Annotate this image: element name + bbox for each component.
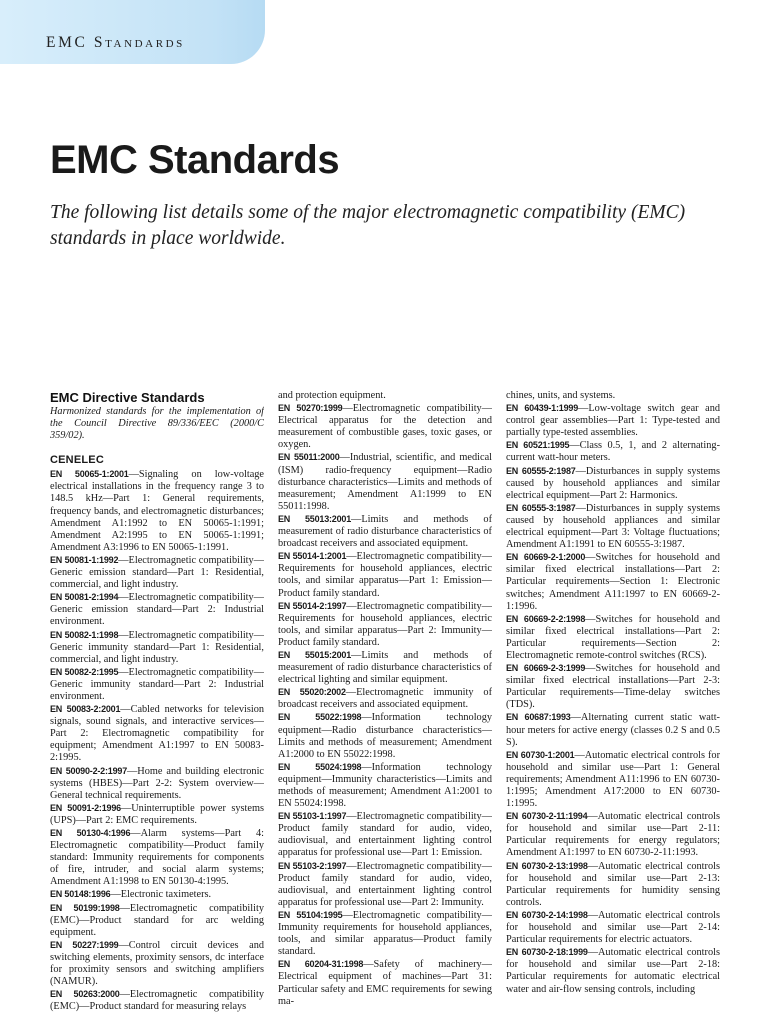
- standard-description: —Electromagnetic compatibility—Generic emission standard—Part 1: Residential, commercial, and light industry.: [50, 554, 264, 591]
- standard-entry: [50, 802, 264, 827]
- standard-description: —Control circuit devices and switching elements, proximity sensors, dc interface for proximity sensors and switching amplifiers (NAMUR).: [50, 939, 264, 988]
- standard-entry: [50, 468, 264, 554]
- standard-entry: [50, 988, 264, 1013]
- intro-paragraph: The following list details some of the major electromagnetic compatibility (EMC) standards in place worldwide.: [50, 202, 686, 249]
- standard-description: —Electromagnetic compatibility—Product family standard for audio, video, audiovisual, and entertainment lighting control apparatus for professional use—Part 1: Emission.: [278, 811, 492, 859]
- standard-code: EN 50130-4:1996: [50, 828, 131, 838]
- standard-description: —Limits and methods of measurement of radio disturbance characteristics of broadcast receivers and associated equipment.: [278, 513, 492, 550]
- standard-code: EN 50090-2-2:1997: [50, 765, 127, 776]
- standard-entry: [278, 402, 492, 451]
- standard-entry: [50, 765, 264, 802]
- standard-entry: [506, 465, 720, 502]
- standard-entry: [506, 909, 720, 946]
- standard-entry: [278, 761, 492, 810]
- standard-description: —Electromagnetic compatibility—Electrical apparatus for the detection and measurement of combustible gases, toxic gases, or oxygen.: [278, 403, 492, 451]
- standard-description: —Automatic electrical controls for household and similar use—Part 2-11: Particular requirements for energy regulators; Amendment A1:1997 to EN 60730-2-11:1993.: [506, 811, 720, 859]
- standard-code: EN 50081-1:1992: [50, 554, 119, 565]
- standard-entry: [50, 703, 264, 764]
- standard-entry: [278, 958, 492, 1007]
- standard-entry: [506, 749, 720, 810]
- standard-code: EN 50082-2:1995: [50, 666, 119, 677]
- standard-entry: [506, 860, 720, 909]
- standard-entry: [50, 939, 264, 988]
- standard-code: EN 50270:1999: [278, 403, 343, 414]
- standard-code: EN 60730-1:2001: [506, 749, 575, 760]
- running-header: EMC Standards: [46, 34, 185, 51]
- column-1: [50, 390, 264, 1022]
- standard-code: EN 55020:2002: [278, 687, 346, 698]
- standard-code: EN 60555-2:1987: [506, 465, 576, 476]
- standard-code: EN 50091-2:1996: [50, 802, 121, 813]
- standard-code: EN 60669-2-3:1999: [506, 663, 586, 674]
- standard-description: —Disturbances in supply systems caused by household appliances and similar electrical equipment—Part 3: Voltage fluctuations; Amendment A1:1991 to EN 60555-3:1987.: [506, 502, 720, 551]
- standard-entry: [506, 402, 720, 439]
- standard-code: EN 50227:1999: [50, 939, 119, 950]
- standard-description: —Switches for household and similar fixed electrical installations—Part 2: Particular requirements—Section 1: Electronic switches; Amendment A11:1997 to EN 60669-2-1:1996.: [506, 552, 720, 612]
- standard-description: —Electromagnetic compatibility—Generic immunity standard—Part 2: Industrial environment.: [50, 666, 264, 702]
- standard-description: —Disturbances in supply systems caused by household appliances and similar electrical equipment—Part 2: Harmonics.: [506, 465, 720, 501]
- standard-entry: [278, 649, 492, 686]
- standard-code: EN 55103-2:1997: [278, 860, 347, 871]
- standard-code: EN 50263:2000: [50, 989, 120, 1000]
- entry-list: [50, 468, 264, 1013]
- standard-entry: [278, 451, 492, 512]
- standard-description: —Automatic electrical controls for household and similar use—Part 1: General requirements; Amendment A11:1996 to EN 60730-1:1995; Amendment A17:2000 to EN 60730-1:1995.: [506, 749, 720, 810]
- standard-entry: [50, 902, 264, 939]
- standard-code: EN 60730-2-13:1998: [506, 860, 588, 871]
- standard-entry: [50, 888, 264, 901]
- standard-description: —Automatic electrical controls for household and similar use—Part 2-13: Particular requirements for humidity sensing controls.: [506, 860, 720, 908]
- standard-entry: [278, 860, 492, 909]
- standard-description: —Industrial, scientific, and medical (ISM) radio-frequency equipment—Radio disturbance characteristics—Limits and methods of measurement; Amendment A1:1999 to EN 55011:1998.: [278, 452, 492, 512]
- standard-code: EN 60730-2-18:1999: [506, 947, 588, 958]
- standard-entry: [278, 390, 492, 402]
- standard-entry: [506, 551, 720, 612]
- section-note: Harmonized standards for the implementation of the Council Directive 89/336/EEC (2000/C 359/02).: [50, 406, 264, 442]
- column-3: [506, 390, 720, 1022]
- standard-description: —Electromagnetic compatibility—Requirements for household appliances, electric tools, and similar apparatus—Part 2: Immunity—Product family standard.: [278, 600, 492, 648]
- standard-description: —Information technology equipment—Radio disturbance characteristics—Limits and methods of measurement; Amendment A1:2000 to EN 55022:1998.: [278, 712, 492, 760]
- standard-code: EN 60730-2-11:1994: [506, 811, 588, 822]
- standard-description: —Electromagnetic compatibility—Generic immunity standard—Part 1: Residential, commercial, and light industry.: [50, 629, 264, 665]
- standard-entry: [506, 613, 720, 662]
- standard-description: —Electromagnetic compatibility—Product family standard for audio, video, audiovisual, and entertainment lighting control apparatus for professional use—Part 2: Immunity.: [278, 860, 492, 908]
- standard-description: —Electromagnetic compatibility (EMC)—Product standard for measuring relays: [50, 989, 264, 1013]
- standard-entry: [506, 810, 720, 859]
- standard-code: EN 60521:1995: [506, 440, 570, 451]
- standard-code: EN 50081-2:1994: [50, 592, 119, 603]
- standard-description: —Signaling on low-voltage electrical installations in the frequency range 3 to 148.5 kHz—Part 1: General requirements, frequency bands, and electromagnetic disturbances; Amendment A1:1992 to EN 50065-1:1991; Amendment A2:1995 to EN 50065-1:1991; Amendment A3:1996 to EN 50065-1:1991.: [50, 469, 264, 553]
- standard-entry: [50, 666, 264, 703]
- standard-code: EN 60669-2-2:1998: [506, 613, 586, 624]
- page-title: EMC Standards: [50, 138, 340, 182]
- standard-description: —Electromagnetic compatibility (EMC)—Product standard for arc welding equipment.: [50, 902, 264, 938]
- standard-entry: [278, 909, 492, 958]
- standard-entry: [506, 711, 720, 748]
- standard-code: EN 50082-1:1998: [50, 629, 119, 640]
- standard-code: EN 60730-2-14:1998: [506, 909, 588, 920]
- section-heading: EMC Directive Standards: [50, 390, 205, 405]
- standard-entry: [506, 502, 720, 551]
- standard-code: EN 55104:1995: [278, 909, 343, 920]
- standard-code: EN 55024:1998: [278, 761, 362, 772]
- standard-description: —Switches for household and similar fixed electrical installations—Part 2-3: Particular requirements—Time-delay switches (TDS).: [506, 663, 720, 711]
- standard-entry: [506, 390, 720, 402]
- standard-description: —Uninterruptible power systems (UPS)—Part 2: EMC requirements.: [50, 802, 264, 826]
- standard-code: EN 60555-3:1987: [506, 502, 576, 513]
- standard-description: —Electromagnetic immunity of broadcast receivers and associated equipment.: [278, 687, 492, 711]
- standard-description: —Class 0.5, 1, and 2 alternating-current watt-hour meters.: [506, 440, 720, 464]
- standard-entry: [278, 711, 492, 760]
- standard-code: EN 60204-31:1998: [278, 959, 364, 970]
- standard-entry: [278, 600, 492, 649]
- standard-code: EN 55015:2001: [278, 649, 352, 660]
- standard-entry: [506, 946, 720, 995]
- column-2: [278, 390, 492, 1022]
- standard-description: —Alternating current static watt-hour meters for active energy (classes 0.2 S and 0.5 S).: [506, 712, 720, 748]
- standard-entry: [50, 554, 264, 591]
- standard-code: EN 55014-2:1997: [278, 600, 347, 611]
- subheading-cenelec: CENELEC: [50, 454, 104, 467]
- entry-list: [278, 390, 492, 1008]
- standard-entry: [50, 827, 264, 888]
- standard-entry: [506, 439, 720, 464]
- standard-description: —Electromagnetic compatibility—Generic emission standard—Part 2: Industrial environment.: [50, 592, 264, 628]
- standard-description: —Home and building electronic systems (HBES)—Part 2-2: System overview—General technical requirements.: [50, 765, 264, 801]
- standard-code: EN 55013:2001: [278, 513, 352, 524]
- standard-code: EN 60687:1993: [506, 712, 571, 723]
- standard-code: EN 55011:2000: [278, 452, 340, 463]
- standard-description: —Alarm systems—Part 4: Electromagnetic compatibility—Product family standard: Immunity requirements for components of fire, intruder, and social alarm systems; Amendment A1:1998 to EN 50130-4:1995.: [50, 828, 264, 888]
- standard-code: EN 50199:1998: [50, 902, 120, 913]
- standard-entry: [506, 662, 720, 711]
- standard-description: —Electronic taximeters.: [110, 889, 212, 901]
- standard-code: EN 55014-1:2001: [278, 551, 347, 562]
- standard-entry: [278, 686, 492, 711]
- standard-entry: [50, 591, 264, 628]
- standard-code: EN 50148:1996: [50, 889, 111, 900]
- standard-description: —Switches for household and similar fixed electrical installations—Part 2: Particular requirements—Section 2: Electromagnetic remote-control switches (RCS).: [506, 613, 720, 661]
- standard-description: —Limits and methods of measurement of radio disturbance characteristics of electrical lighting and similar equipment.: [278, 649, 492, 686]
- standard-code: EN 55103-1:1997: [278, 811, 347, 822]
- standard-code: EN 55022:1998: [278, 712, 362, 723]
- standard-description: —Automatic electrical controls for household and similar use—Part 2-14: Particular requirements for electric actuators.: [506, 909, 720, 946]
- header-band: [0, 0, 265, 64]
- entry-list: [506, 390, 720, 996]
- standard-entry: [278, 810, 492, 859]
- standard-code: EN 50083-2:2001: [50, 704, 121, 715]
- standard-code: EN 60669-2-1:2000: [506, 552, 586, 563]
- standard-entry: [278, 550, 492, 599]
- standard-description: —Information technology equipment—Immunity characteristics—Limits and methods of measurement; Amendment A1:2001 to EN 55024:1998.: [278, 761, 492, 810]
- standard-entry: [278, 513, 492, 550]
- standard-entry: [50, 629, 264, 666]
- standard-description: —Electromagnetic compatibility—Immunity requirements for household appliances, tools, and similar apparatus—Product family standard.: [278, 909, 492, 958]
- standard-code: EN 50065-1:2001: [50, 469, 129, 480]
- standard-description: —Cabled networks for television signals, sound signals, and interactive services—Part 2: Electromagnetic compatibility for equipment; Amendment A1:1997 to EN 50083-2:1995.: [50, 704, 264, 764]
- standard-description: —Electromagnetic compatibility—Requirements for household appliances, electric tools, and similar apparatus—Part 1: Emission—Product family standard.: [278, 551, 492, 599]
- standard-description: —Low-voltage switch gear and control gear assemblies—Part 1: Type-tested and partially type-tested assemblies.: [506, 403, 720, 439]
- standard-description: —Safety of machinery—Electrical equipment of machines—Part 31: Particular safety and EMC requirements for sewing ma-: [278, 959, 492, 1007]
- standard-code: EN 60439-1:1999: [506, 403, 579, 414]
- standard-description: and protection equipment.: [278, 390, 386, 401]
- standard-description: —Automatic electrical controls for household and similar use—Part 2-18: Particular requirements for automatic electrical water and air-flow sensing controls, including: [506, 947, 720, 995]
- standard-description: chines, units, and systems.: [506, 390, 616, 401]
